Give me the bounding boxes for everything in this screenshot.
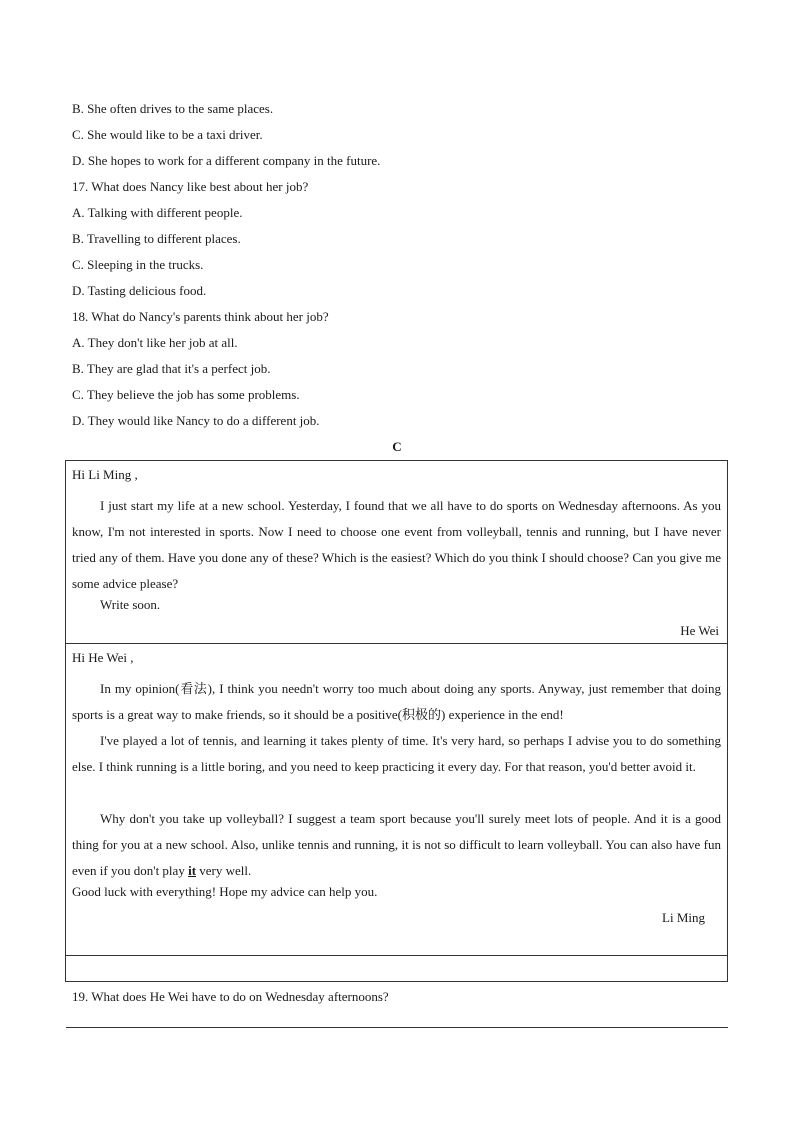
q16-option-b: B. She often drives to the same places. [72,101,274,116]
letter2-para3-text: Why don't you take up volleyball? I suggest a team sport because you'll surely meet lots of people. And it is a good thing for you at a new school. Also, unlike tennis and running, it is not so difficult to learn volleyball. You can also have fun even if you don't play [72,811,721,878]
letter-box-he-wei [65,460,728,644]
q18-option-a: A. They don't like her job at all. [72,335,238,350]
q17-option-b: B. Travelling to different places. [72,231,241,246]
q16-option-d: D. She hopes to work for a different company in the future. [72,153,381,168]
letter2-paragraph-3 [72,806,721,884]
letter2-paragraph-2: I've played a lot of tennis, and learning it takes plenty of time. It's very hard, so perhaps I advise you to do something else. I think running is a little boring, and you need to keep practicing it every day. For that reason, you'd better avoid it. [72,733,721,774]
q17-question: 17. What does Nancy like best about her job? [72,179,309,194]
letter2-signature: Li Ming [662,910,705,925]
letter2-closing: Good luck with everything! Hope my advice can help you. [72,884,378,899]
letter2-paragraph-1: In my opinion(看法), I think you needn't worry too much about doing any sports. Anyway, just remember that doing sports is a great way to make friends, so it should be a positive(积极的) experience in the end! [72,681,721,722]
letter-box-li-ming [65,643,728,956]
letter1-signature: He Wei [680,623,719,638]
q18-option-d: D. They would like Nancy to do a different job. [72,413,320,428]
answer-line[interactable] [66,1027,728,1028]
empty-table-row [65,955,728,982]
q18-option-c: C. They believe the job has some problems. [72,387,300,402]
section-label: C [392,439,402,454]
letter1-closing: Write soon. [100,597,161,612]
letter1-body: I just start my life at a new school. Yesterday, I found that we all have to do sports on Wednesday afternoons. As you know, I'm not interested in sports. Now I need to choose one event from volleyball, tennis and running, but I have never tried any of them. Have you done any of these? Which is the easiest? Which do you think I should choose? Can you give me some advice please? [72,498,721,591]
letter1-greeting: Hi Li Ming , [72,467,138,482]
q17-option-a: A. Talking with different people. [72,205,243,220]
underlined-word-it: it [188,863,197,878]
q18-question: 18. What do Nancy's parents think about her job? [72,309,329,324]
q17-option-c: C. Sleeping in the trucks. [72,257,204,272]
q16-option-c: C. She would like to be a taxi driver. [72,127,263,142]
q17-option-d: D. Tasting delicious food. [72,283,207,298]
letter2-para3-end: very well. [196,863,252,878]
q19-question: 19. What does He Wei have to do on Wednesday afternoons? [72,989,389,1004]
letter2-greeting: Hi He Wei , [72,650,134,665]
q18-option-b: B. They are glad that it's a perfect job. [72,361,271,376]
